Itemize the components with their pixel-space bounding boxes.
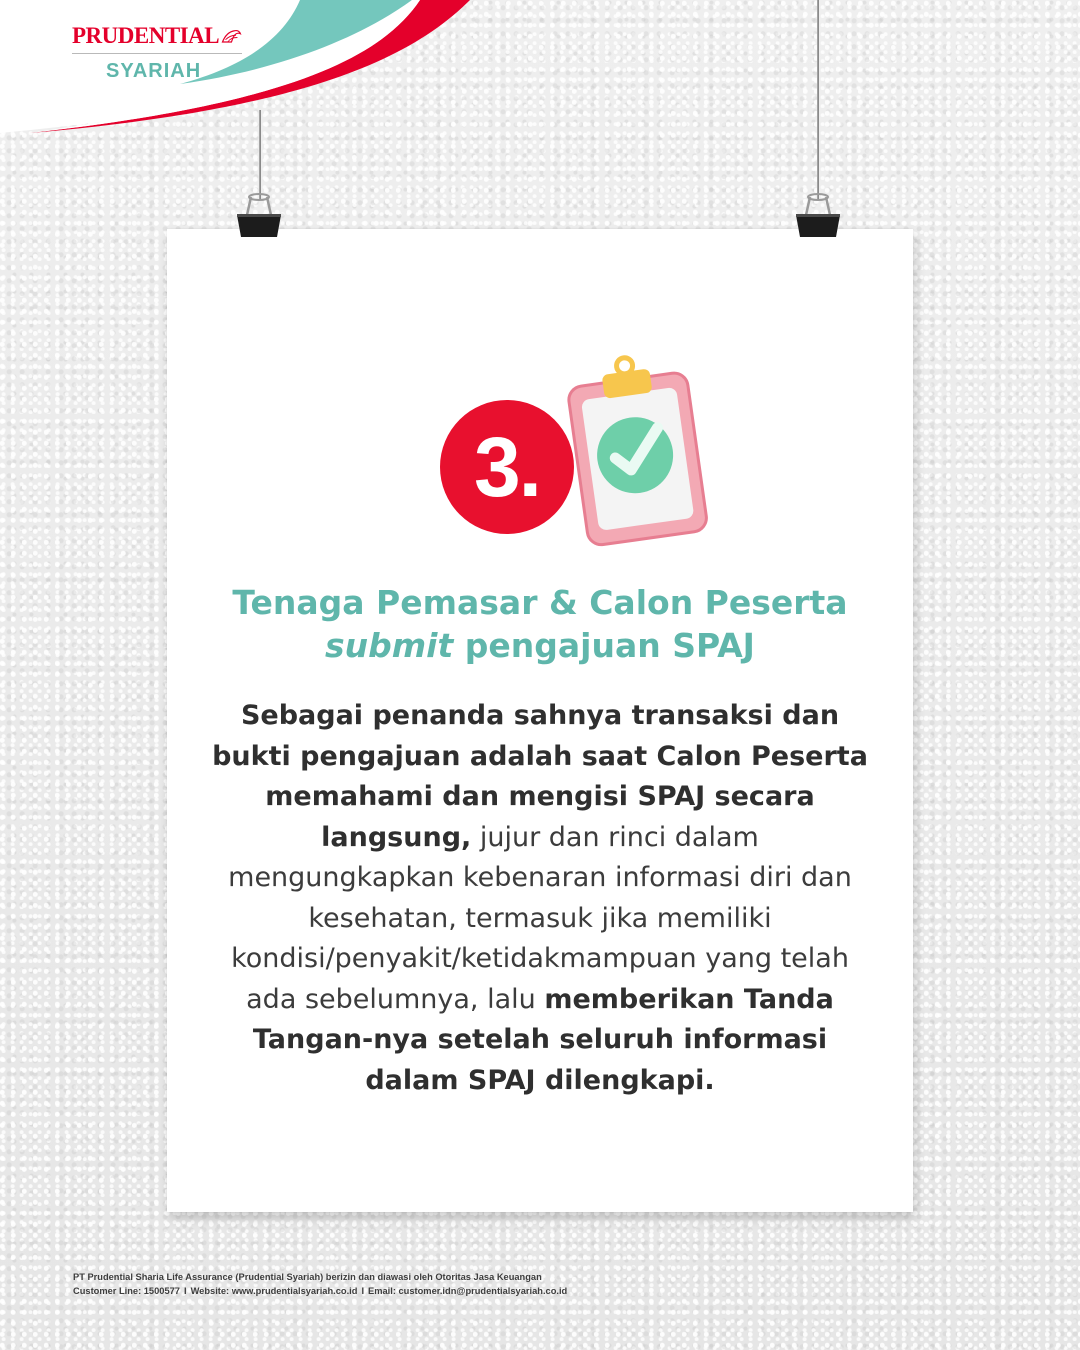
footer-legal [73,1270,567,1298]
brand-name-text: PRUDENTIAL [72,23,220,48]
body-paragraph [207,696,873,1101]
hanging-string-right [817,0,819,200]
brand-logo [72,22,242,83]
footer-website-link[interactable]: Website: www.prudentialsyariah.co.id [190,1286,358,1296]
footer-contact-line [73,1284,567,1298]
footer-customer-line: Customer Line: 1500577 [73,1286,180,1296]
binder-clip-left-icon [233,193,285,239]
brand-divider [72,53,242,54]
step-number-badge: 3. [440,400,574,534]
headline-italic-word: submit [325,626,454,665]
body-bold-closing: memberikan Tanda Tangan-nya setelah seluruh informasi dalam SPAJ dilengkapi. [252,983,834,1096]
footer-separator: I [183,1286,187,1296]
footer-separator: I [361,1286,365,1296]
binder-clip-right-icon [792,193,844,239]
hanging-string-left [259,110,261,200]
rock-logo-icon [221,26,242,46]
footer-email-link[interactable]: Email: customer.idn@prudentialsyariah.co.id [368,1286,568,1296]
headline-line-2-rest: pengajuan SPAJ [453,626,755,665]
brand-subtitle: SYARIAH [106,60,202,82]
footer-regulation-text: PT Prudential Sharia Life Assurance (Prudential Syariah) berizin dan diawasi oleh Otoritas Jasa Keuangan [73,1272,542,1282]
body-regular-text: jujur dan rinci dalam mengungkapkan kebenaran informasi diri dan kesehatan, termasuk jika memiliki kondisi/penyakit/ketidakmampuan yang telah ada sebelumnya, lalu [228,821,852,1015]
step-illustration [440,352,710,552]
body-bold-intro: Sebagai penanda sahnya transaksi dan bukti pengajuan adalah saat Calon Peserta memahami dan mengisi SPAJ secara langsung, [212,700,868,853]
brand-name [72,22,242,50]
poster-paper [167,229,913,1212]
clipboard-check-icon [550,352,710,552]
headline [167,581,913,667]
headline-line-2 [167,624,913,667]
headline-line-1: Tenaga Pemasar & Calon Peserta [232,583,848,622]
